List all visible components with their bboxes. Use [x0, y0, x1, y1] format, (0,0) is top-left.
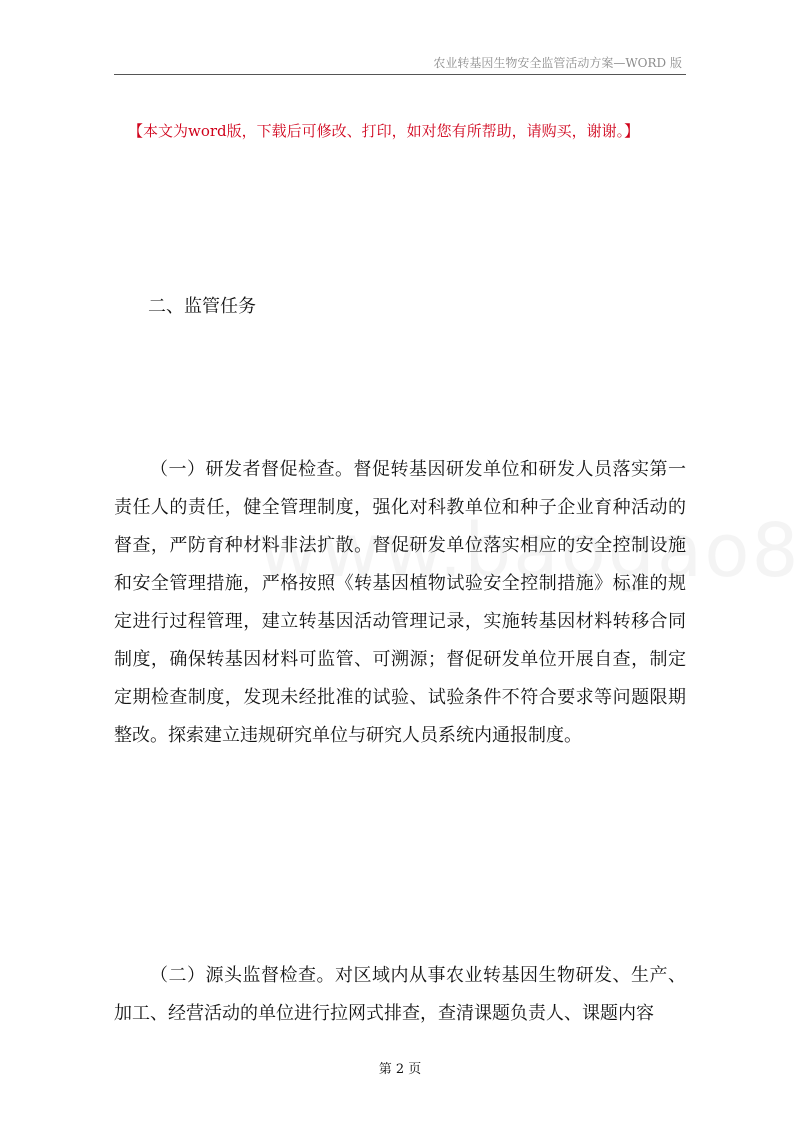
header-title: 农业转基因生物安全监管活动方案—WORD 版	[433, 56, 682, 70]
paragraph-2: （二）源头监督检查。对区域内从事农业转基因生物研发、生产、加工、经营活动的单位进行拉网式排查，查清课题负责人、课题内容	[114, 965, 686, 1024]
header-divider	[114, 74, 686, 75]
paragraph-1: （一）研发者督促检查。督促转基因研发单位和研发人员落实第一责任人的责任，健全管理制度，强化对科教单位和种子企业育种活动的督查，严防育种材料非法扩散。督促研发单位落实相应的安全控制设施和安全管理措施，严格按照《转基因植物试验安全控制措施》标准的规定进行过程管理，建立转基因活动管理记录，实施转基因材料转移合同制度，确保转基因材料可监管、可溯源；督促研发单位开展自查，制定定期检查制度，发现未经批准的试验、试验条件不符合要求等问题限期整改。探索建立违规研究单位与研究人员系统内通报制度。	[114, 459, 686, 746]
purchase-notice: 【本文为word版，下载后可修改、打印，如对您有所帮助，请购买，谢谢。】	[128, 122, 640, 140]
page-number: 第 2 页	[378, 1062, 422, 1077]
section-heading: 二、监管任务	[148, 296, 256, 317]
